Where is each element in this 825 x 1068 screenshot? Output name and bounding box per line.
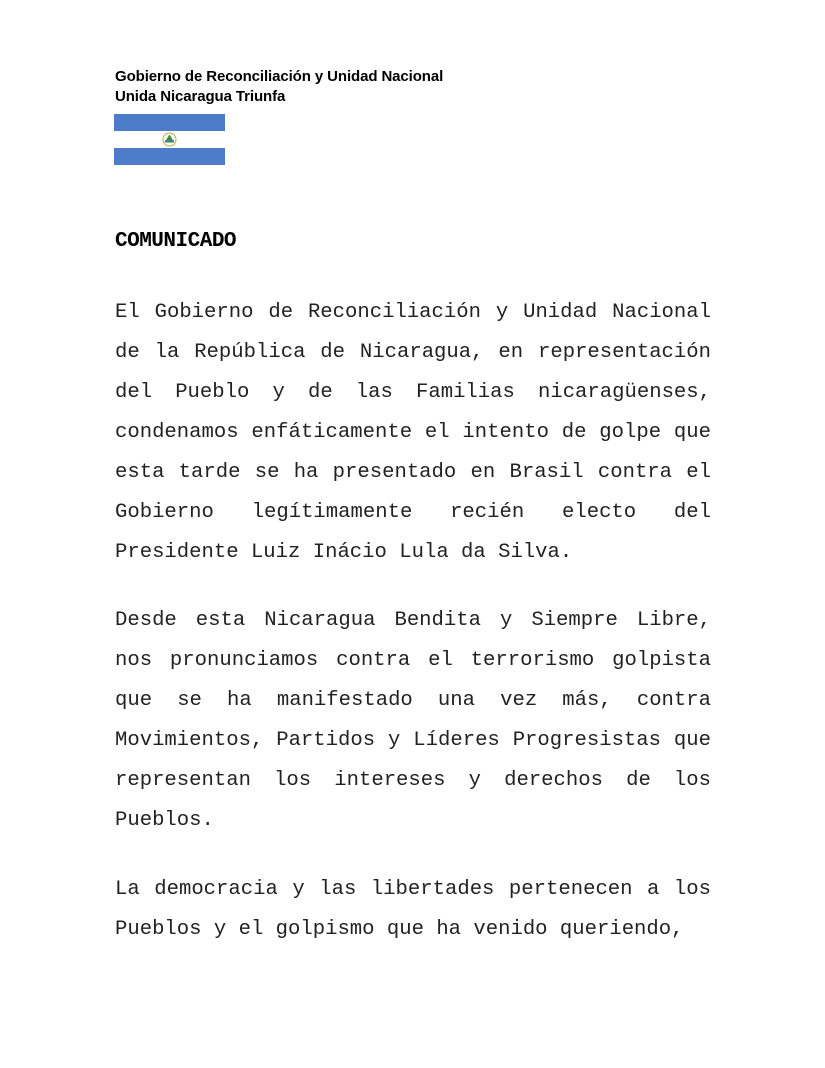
government-slogan: Unida Nicaragua Triunfa xyxy=(115,88,286,105)
paragraph-2: Desde esta Nicaragua Bendita y Siempre Libre, nos pronunciamos contra el terrorismo golpista que se ha manifestado una vez más, contra Movimientos, Partidos y Líderes Progresistas que representan los intereses y derechos de los Pueblos. xyxy=(115,609,711,832)
document-title: COMUNICADO xyxy=(115,230,237,253)
nicaragua-flag-icon xyxy=(114,114,225,165)
government-header xyxy=(115,67,443,107)
paragraph-1: El Gobierno de Reconciliación y Unidad Nacional de la República de Nicaragua, en representación del Pueblo y de las Familias nicaragüenses, condenamos enfáticamente el intento de golpe que esta tarde se ha presentado en Brasil contra el Gobierno legítimamente recién electo del Presidente Luiz Inácio Lula da Silva. xyxy=(115,301,711,564)
government-name: Gobierno de Reconciliación y Unidad Nacional xyxy=(115,68,444,85)
paragraph-3: La democracia y las libertades pertenecen a los Pueblos y el golpismo que ha venido queriendo, xyxy=(115,878,711,941)
